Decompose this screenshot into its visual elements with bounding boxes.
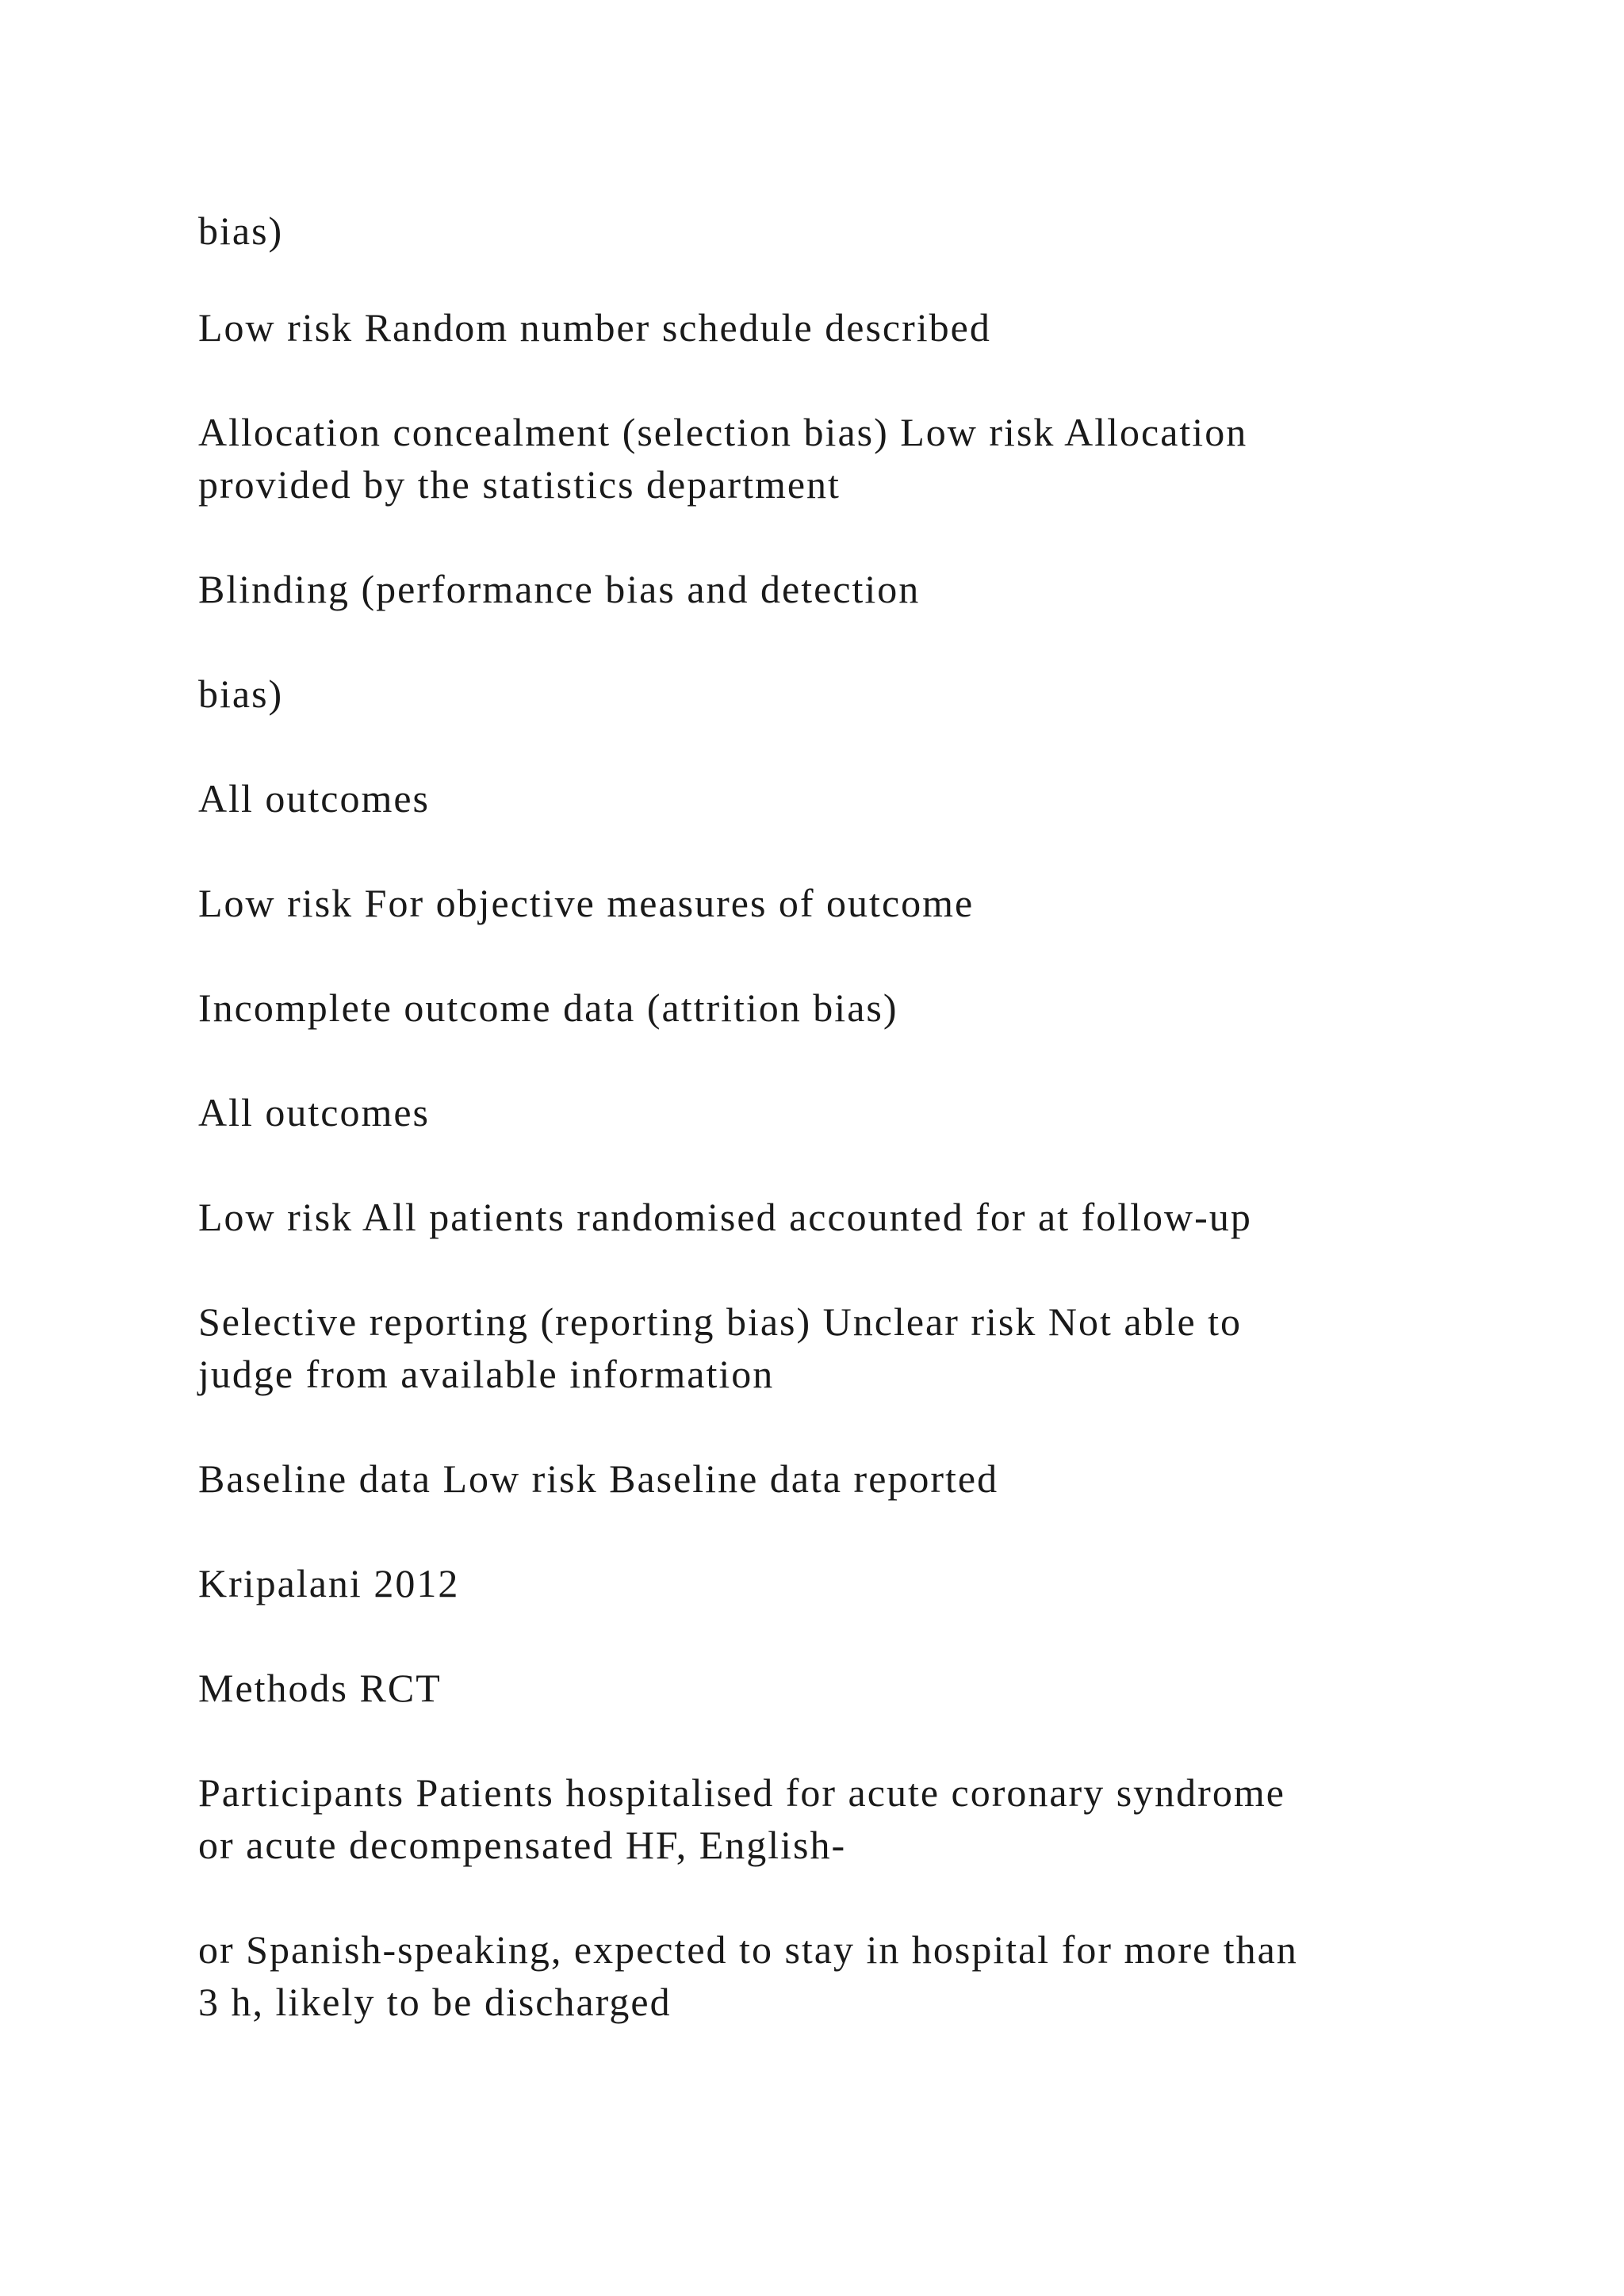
- paragraph: [198, 877, 1435, 929]
- paragraph: [198, 1295, 1435, 1400]
- text-line: Low risk For objective measures of outcome: [198, 881, 975, 925]
- text-line: or Spanish-speaking, expected to stay in hospital for more than: [198, 1927, 1298, 1972]
- paragraph: [198, 1766, 1435, 1871]
- paragraph: [198, 1452, 1435, 1505]
- paragraph: [198, 1191, 1435, 1243]
- text-line: Kripalani 2012: [198, 1561, 460, 1605]
- paragraph: [198, 772, 1435, 825]
- paragraph: [198, 982, 1435, 1034]
- paragraph: [198, 1923, 1435, 2028]
- text-line: Baseline data Low risk Baseline data reported: [198, 1456, 999, 1501]
- paragraph: [198, 406, 1435, 511]
- text-line: Blinding (performance bias and detection: [198, 567, 921, 611]
- text-line: Low risk Random number schedule described: [198, 305, 991, 350]
- text-line: or acute decompensated HF, English-: [198, 1823, 847, 1867]
- text-line: judge from available information: [198, 1352, 775, 1396]
- text-line: All outcomes: [198, 1090, 431, 1135]
- text-line: 3 h, likely to be discharged: [198, 1980, 672, 2024]
- text-line: Allocation concealment (selection bias) Low risk Allocation: [198, 410, 1248, 454]
- text-line: Selective reporting (reporting bias) Unclear risk Not able to: [198, 1299, 1243, 1344]
- text-line: provided by the statistics department: [198, 462, 841, 507]
- paragraph: [198, 563, 1435, 615]
- paragraph: [198, 668, 1435, 720]
- text-line: Methods RCT: [198, 1666, 442, 1710]
- paragraph: [198, 301, 1435, 354]
- text-line: Incomplete outcome data (attrition bias): [198, 985, 898, 1030]
- text-line: bias): [198, 209, 284, 253]
- paragraph: [198, 1662, 1435, 1714]
- text-line: All outcomes: [198, 776, 431, 821]
- text-line: Participants Patients hospitalised for acute coronary syndrome: [198, 1770, 1285, 1815]
- paragraph: [198, 205, 1435, 257]
- text-line: Low risk All patients randomised accounted for at follow-up: [198, 1195, 1252, 1239]
- paragraph: [198, 1557, 1435, 1609]
- text-line: bias): [198, 672, 284, 716]
- paragraph: [198, 1086, 1435, 1138]
